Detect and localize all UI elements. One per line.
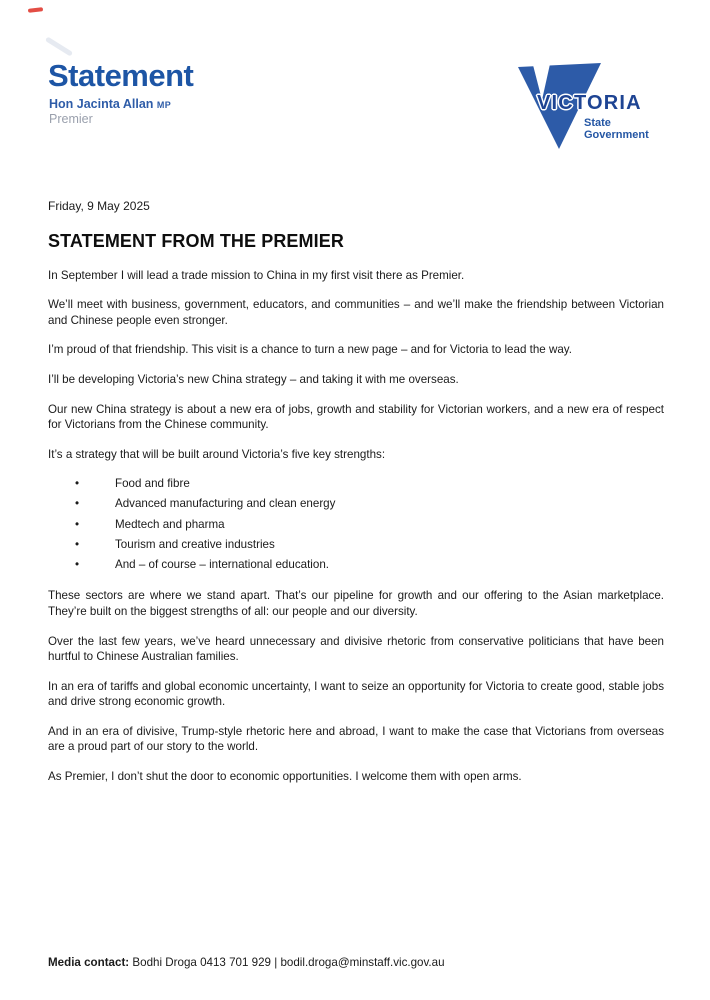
page-title: STATEMENT FROM THE PREMIER [48,230,344,251]
paragraph: And in an era of divisive, Trump-style rhetoric here and abroad, I want to make the case that Victorians from overseas are a proud part of our story to the world. [48,724,664,754]
red-brush-mark [28,7,43,13]
paragraph: It’s a strategy that will be built around Victoria’s five key strengths: [48,447,386,461]
bullet-icon: • [75,517,80,531]
media-contact-value: Bodhi Droga 0413 701 929 | bodil.droga@minstaff.vic.gov.au [132,956,445,969]
list-item-label: And – of course – international education. [115,557,329,571]
media-contact-label: Media contact: [48,956,130,969]
media-contact-line [48,956,445,969]
logo-subtitle-line2: Government [584,128,649,141]
date-line: Friday, 9 May 2025 [48,199,150,213]
list-item [48,557,664,573]
list-item-label: Advanced manufacturing and clean energy [115,497,336,511]
list-item-label: Tourism and creative industries [115,537,275,551]
paragraph: In an era of tariffs and global economic uncertainty, I want to seize an opportunity for Victoria to create good, stable jobs and drive strong economic growth. [48,679,664,709]
bullet-icon: • [75,557,80,571]
faint-smudge [45,36,73,56]
list-item [48,517,664,533]
document-body [48,199,664,799]
paragraph: Over the last few years, we’ve heard unnecessary and divisive rhetoric from conservative politicians that have been hurtful to Chinese Australian families. [48,634,664,664]
paragraph: These sectors are where we stand apart. That’s our pipeline for growth and our offering to the Asian marketplace. They’re built on the biggest strengths of all: our people and our diversity. [48,589,664,618]
logo-subtitle-line1: State [584,117,611,129]
bullet-icon: • [75,497,80,511]
paragraph: In September I will lead a trade mission to China in my first visit there as Premier. [48,268,465,282]
author-name: Hon Jacinta Allan [49,97,154,111]
list-item [48,496,664,512]
paragraph: As Premier, I don’t shut the door to economic opportunities. I welcome them with open arms. [48,770,522,784]
author-role: Premier [49,112,93,126]
paragraph: Our new China strategy is about a new era of jobs, growth and stability for Victorian workers, and a new era of respect for Victorians from the Chinese community. [48,402,664,432]
author-line [49,97,171,111]
author-postnominal: MP [156,100,172,110]
bullet-icon: • [75,477,80,491]
list-item [48,537,664,553]
logo-brand-text: VICTORIA [537,92,642,114]
key-strengths-list [48,476,664,572]
logo-subtitle [584,118,649,141]
list-item [48,476,664,492]
list-item-label: Medtech and pharma [115,517,225,531]
paragraph: We’ll meet with business, government, educators, and communities – and we’ll make the friendship between Victorian and Chinese people even stronger. [48,298,664,327]
masthead-title: Statement [48,58,194,93]
paragraph: I’m proud of that friendship. This visit is a chance to turn a new page – and for Victoria to lead the way. [48,343,572,357]
paragraph: I’ll be developing Victoria’s new China strategy – and taking it with me overseas. [48,372,459,386]
list-item-label: Food and fibre [115,477,190,491]
bullet-icon: • [75,537,80,551]
